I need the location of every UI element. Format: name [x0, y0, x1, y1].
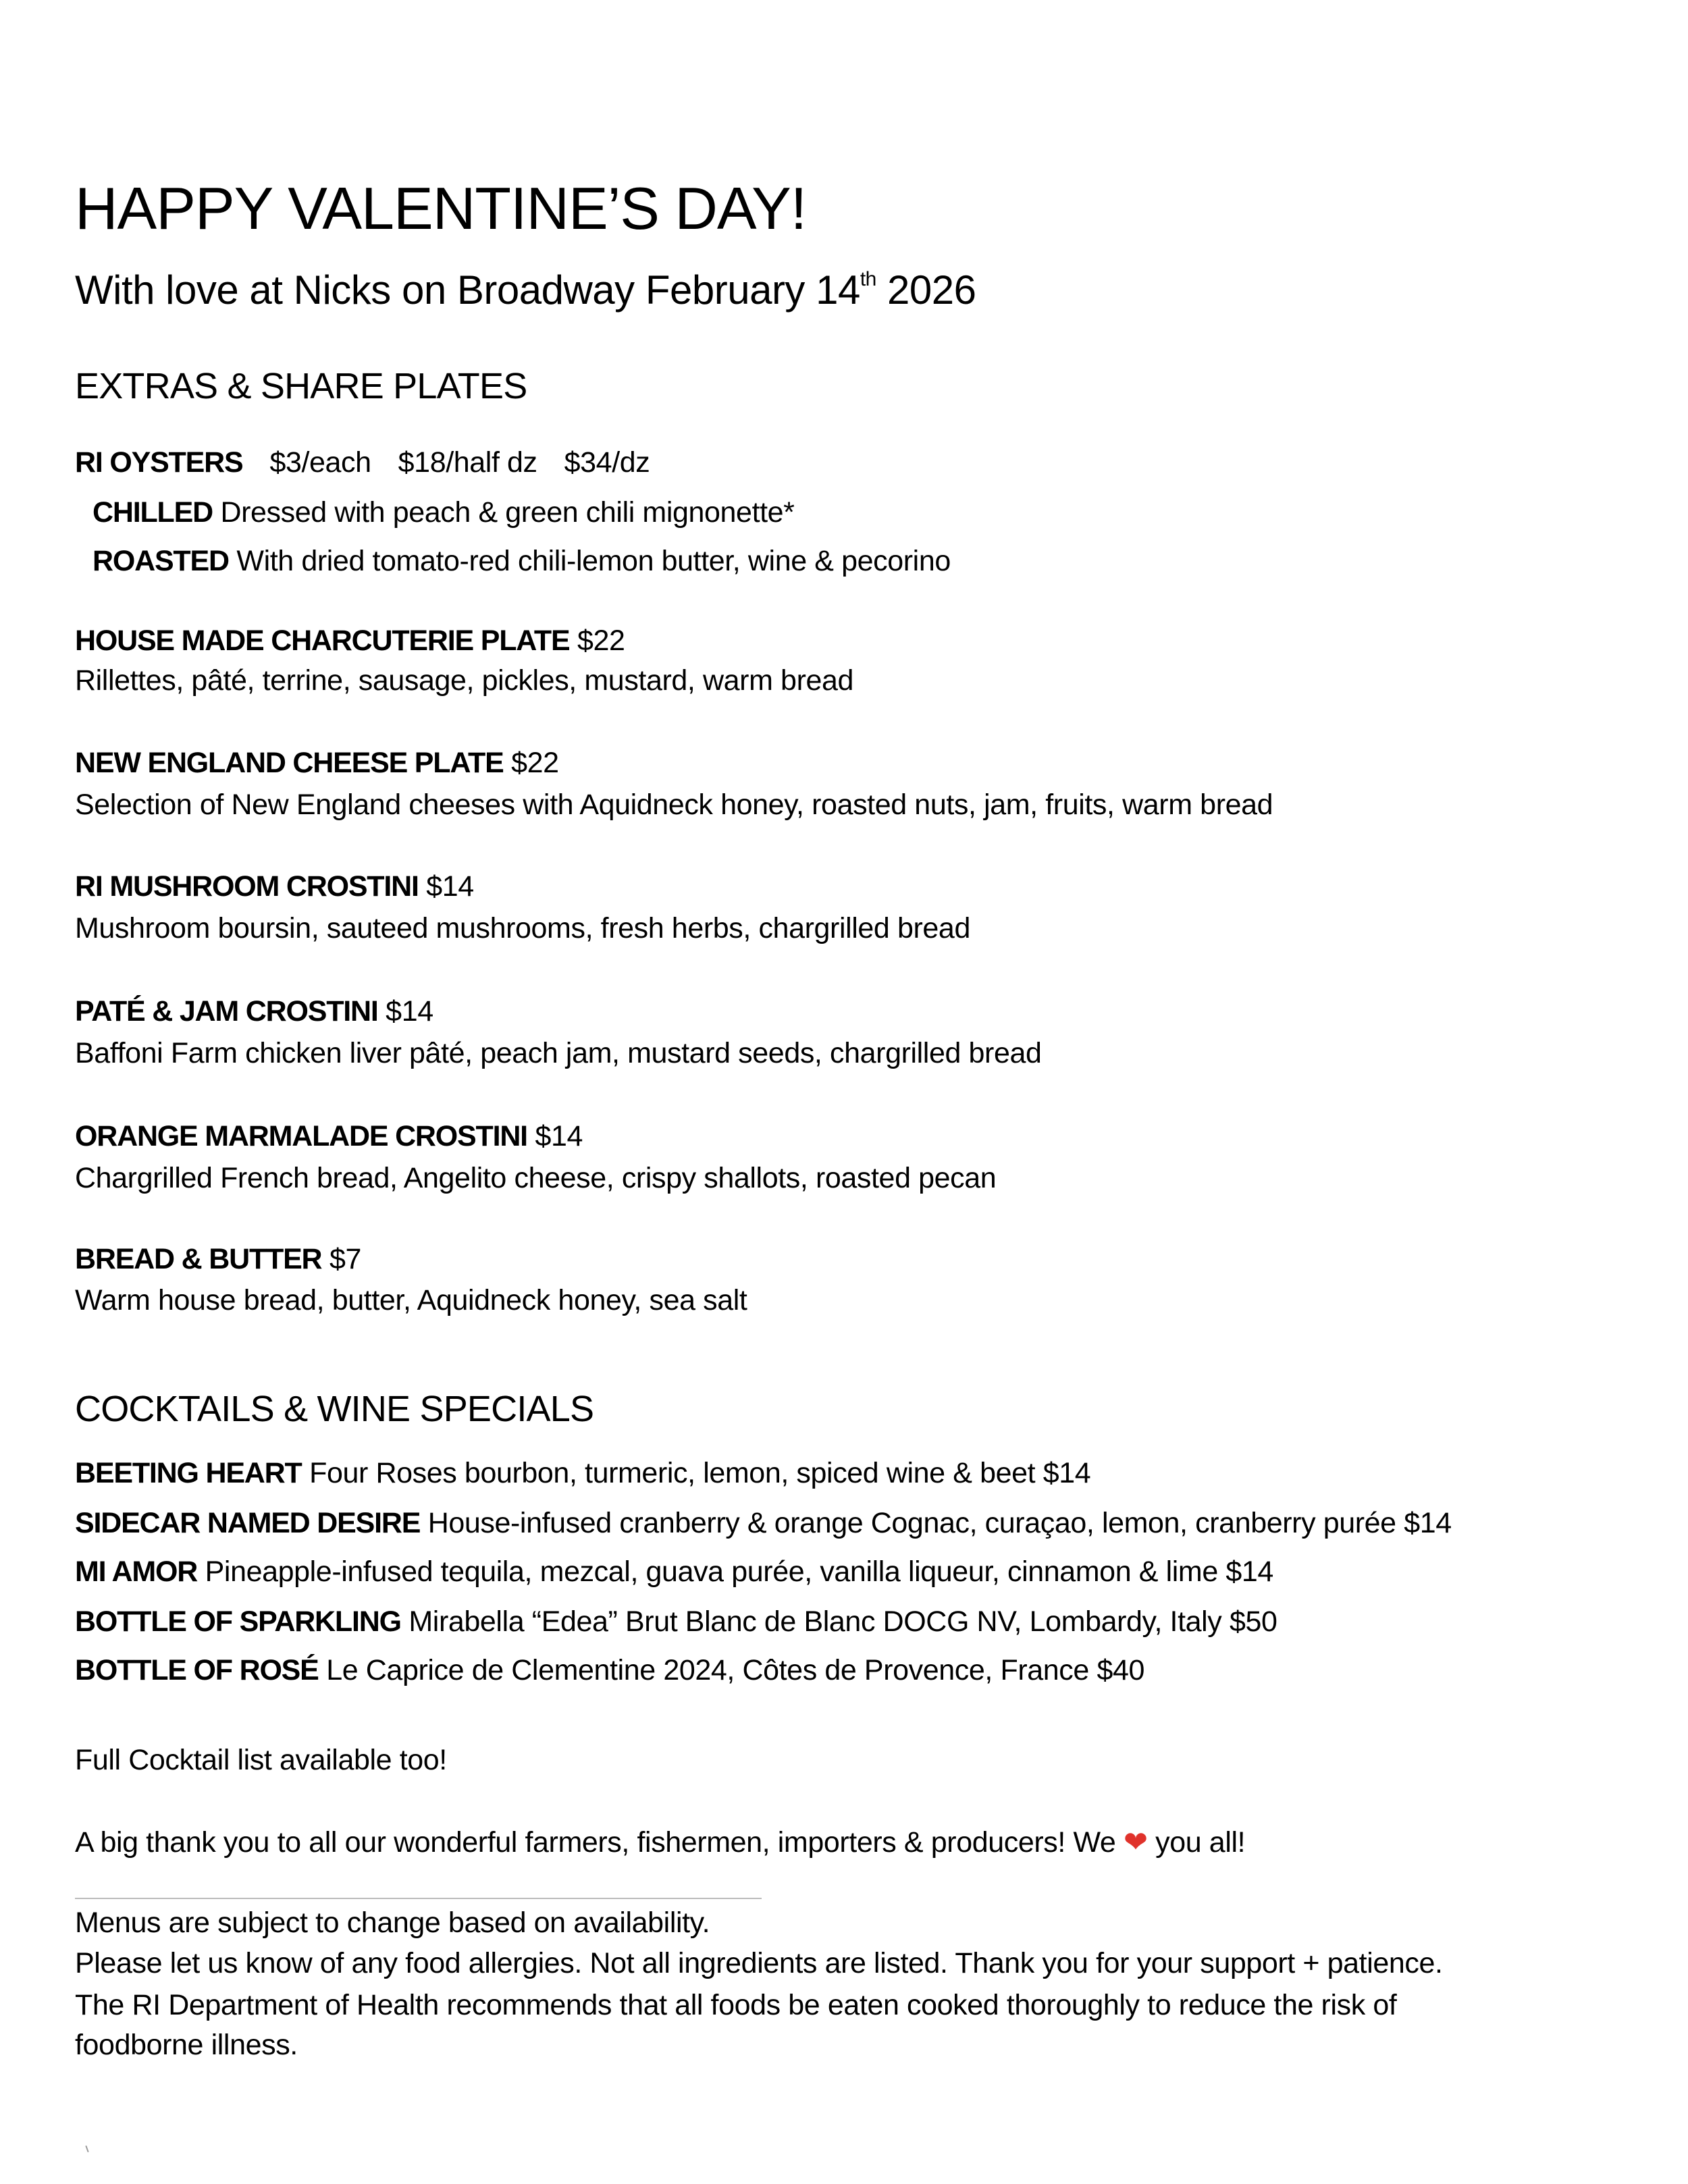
- item-price: $14: [527, 1120, 583, 1152]
- item-desc: Le Caprice de Clementine 2024, Côtes de Provence, France $40: [318, 1654, 1144, 1686]
- footer-line: Menus are subject to change based on availability.: [75, 1907, 710, 1939]
- menu-item-desc: Baffoni Farm chicken liver pâté, peach jam, mustard seeds, chargrilled bread: [75, 1037, 1042, 1069]
- oysters-line: [75, 442, 650, 483]
- item-name: BREAD & BUTTER: [75, 1243, 322, 1275]
- footer-line: Please let us know of any food allergies. Not all ingredients are listed. Thank you for your support + patience.: [75, 1947, 1443, 1979]
- footer-line: The RI Department of Health recommends that all foods be eaten cooked thoroughly to reduce the risk of: [75, 1989, 1397, 2021]
- page-subtitle: [75, 252, 976, 313]
- menu-item-desc: Selection of New England cheeses with Aquidneck honey, roasted nuts, jam, fruits, warm bread: [75, 789, 1273, 821]
- item-price: $7: [321, 1243, 361, 1275]
- cocktail-item: [75, 1551, 1273, 1592]
- item-desc: Four Roses bourbon, turmeric, lemon, spiced wine & beet $14: [301, 1457, 1091, 1489]
- menu-item-desc: Rillettes, pâté, terrine, sausage, pickles, mustard, warm bread: [75, 664, 854, 697]
- item-name: RI OYSTERS: [75, 446, 243, 479]
- style-desc: With dried tomato-red chili-lemon butter, wine & pecorino: [228, 545, 951, 577]
- cocktail-item: [75, 1453, 1090, 1493]
- page-title: HAPPY VALENTINE’S DAY!: [75, 175, 807, 242]
- oyster-price: $18/half dz: [398, 446, 537, 479]
- menu-item-title: [75, 1116, 583, 1156]
- item-name: BOTTLE OF ROSÉ: [75, 1654, 319, 1686]
- menu-item-title: [75, 866, 474, 907]
- thank-you-note: [75, 1822, 1245, 1863]
- cocktail-item: [75, 1650, 1144, 1690]
- menu-item-title: [75, 620, 625, 661]
- stray-mark: [85, 2146, 88, 2152]
- oyster-style: [93, 492, 795, 533]
- style-desc: Dressed with peach & green chili mignonette*: [212, 496, 795, 529]
- item-desc: Pineapple-infused tequila, mezcal, guava purée, vanilla liqueur, cinnamon & lime $14: [197, 1555, 1273, 1588]
- item-name: SIDECAR NAMED DESIRE: [75, 1507, 421, 1539]
- menu-item-desc: Chargrilled French bread, Angelito cheese, crispy shallots, roasted pecan: [75, 1162, 997, 1194]
- item-name: MI AMOR: [75, 1555, 198, 1588]
- menu-item-desc: Mushroom boursin, sauteed mushrooms, fresh herbs, chargrilled bread: [75, 912, 970, 944]
- oyster-price: $34/dz: [564, 446, 650, 479]
- item-price: $22: [503, 747, 559, 779]
- item-desc: House-infused cranberry & orange Cognac, curaçao, lemon, cranberry purée $14: [420, 1507, 1452, 1539]
- item-name: HOUSE MADE CHARCUTERIE PLATE: [75, 624, 570, 657]
- oyster-style: [93, 541, 951, 581]
- item-name: PATÉ & JAM CROSTINI: [75, 995, 378, 1028]
- menu-item-desc: Warm house bread, butter, Aquidneck honey, sea salt: [75, 1284, 747, 1316]
- cocktail-item: [75, 1503, 1452, 1543]
- full-cocktail-note: Full Cocktail list available too!: [75, 1744, 447, 1776]
- item-price: $14: [377, 995, 433, 1028]
- item-price: $14: [418, 870, 474, 903]
- cocktail-item: [75, 1601, 1277, 1642]
- subtitle-year: 2026: [876, 267, 976, 313]
- subtitle-text: With love at Nicks on Broadway February 14: [75, 267, 860, 313]
- menu-item-title: [75, 991, 433, 1032]
- section-heading-extras: EXTRAS & SHARE PLATES: [75, 366, 527, 406]
- section-heading-cocktails: COCKTAILS & WINE SPECIALS: [75, 1389, 594, 1429]
- heart-icon: ❤: [1123, 1826, 1148, 1859]
- footer-line: foodborne illness.: [75, 2029, 298, 2061]
- item-desc: Mirabella “Edea” Brut Blanc de Blanc DOCG NV, Lombardy, Italy $50: [400, 1605, 1277, 1638]
- thanks-text: A big thank you to all our wonderful farmers, fishermen, importers & producers! We: [75, 1826, 1124, 1859]
- menu-item-title: [75, 743, 559, 783]
- style-name: ROASTED: [93, 545, 229, 577]
- thanks-text: you all!: [1147, 1826, 1246, 1859]
- item-price: $22: [569, 624, 625, 657]
- menu-item-title: [75, 1239, 361, 1279]
- oyster-price: $3/each: [269, 446, 371, 479]
- item-name: BEETING HEART: [75, 1457, 302, 1489]
- divider-line: [75, 1898, 762, 1899]
- subtitle-superscript: th: [860, 268, 876, 290]
- item-name: BOTTLE OF SPARKLING: [75, 1605, 401, 1638]
- item-name: RI MUSHROOM CROSTINI: [75, 870, 419, 903]
- style-name: CHILLED: [93, 496, 213, 529]
- item-name: NEW ENGLAND CHEESE PLATE: [75, 747, 504, 779]
- item-name: ORANGE MARMALADE CROSTINI: [75, 1120, 527, 1152]
